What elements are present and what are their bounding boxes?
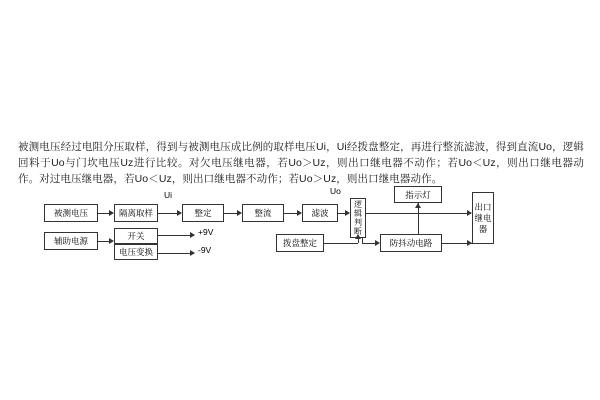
node-rectifier: 整流 bbox=[242, 204, 284, 222]
link-switch-to-plus9v bbox=[158, 235, 194, 236]
arrow-rectifier-to-filter bbox=[297, 210, 302, 216]
link-rectifier-to-filter bbox=[284, 213, 297, 214]
link-logic-to-output-relay bbox=[366, 213, 467, 214]
link-dial-to-logic-h bbox=[324, 243, 358, 244]
node-logic-judge bbox=[350, 198, 366, 238]
node-isolation-sampling: 隔离取样 bbox=[114, 204, 158, 222]
arrow-indicator-up bbox=[415, 203, 421, 208]
logic-judge-line2: 判断 bbox=[354, 218, 362, 236]
label-plus-9v: +9V bbox=[198, 227, 214, 237]
link-setting-to-rectifier bbox=[224, 213, 237, 214]
output-relay-line1: 出口 bbox=[474, 201, 492, 212]
arrow-aux-to-switch bbox=[109, 238, 114, 244]
arrow-antishake-to-relay bbox=[467, 240, 472, 246]
arrow-logic-to-antishake bbox=[375, 240, 380, 246]
link-aux-to-switch bbox=[98, 241, 109, 242]
arrow-isolation-to-setting bbox=[177, 210, 182, 216]
node-indicator-lamp: 指示灯 bbox=[394, 186, 442, 203]
node-dial-setting: 拨盘整定 bbox=[276, 234, 324, 252]
node-output-relay bbox=[472, 192, 494, 244]
link-filter-to-logic bbox=[338, 213, 345, 214]
link-isolation-to-setting bbox=[158, 213, 177, 214]
description-paragraph: 被测电压经过电阻分压取样，得到与被测电压成比例的取样电压Ui，Ui经拨盘整定，再进行整流滤波，得到直流Uo，逻辑回料于Uo与门坎电压Uz进行比较。对欠电压继电器，若Uo＞Uz，则出口继电器不动作；若Uo＜Uz，则出口继电器动作。对过电压继电器，若Uo＜Uz，则出口继电器不动作；若Uo＞Uz，则出口继电器动作。 bbox=[18, 140, 584, 185]
arrow-dial-to-logic bbox=[355, 234, 361, 239]
label-minus-9v: -9V bbox=[198, 245, 212, 255]
node-switch: 开关 bbox=[114, 228, 158, 244]
node-filter: 滤波 bbox=[302, 204, 338, 222]
node-measured-voltage: 被测电压 bbox=[44, 204, 98, 222]
node-voltage-convert: 电压变换 bbox=[114, 244, 158, 260]
link-convert-to-minus9v bbox=[158, 253, 194, 254]
link-antishake-stem bbox=[418, 213, 419, 234]
link-logic-to-antishake-h bbox=[362, 243, 375, 244]
label-uo: Uo bbox=[330, 186, 341, 196]
arrow-convert-to-minus9v bbox=[190, 250, 195, 256]
arrow-logic-to-output-relay bbox=[467, 210, 472, 216]
node-setting: 整定 bbox=[182, 204, 224, 222]
node-aux-power: 辅助电源 bbox=[44, 232, 98, 250]
arrow-setting-to-rectifier bbox=[237, 210, 242, 216]
arrow-measured-to-isolation bbox=[109, 210, 114, 216]
logic-judge-line1: 逻辑 bbox=[354, 200, 362, 218]
link-measured-to-isolation bbox=[98, 213, 109, 214]
node-anti-shake-circuit: 防抖动电路 bbox=[380, 234, 442, 252]
output-relay-line3: 器 bbox=[478, 223, 488, 234]
label-ui: Ui bbox=[164, 190, 173, 200]
arrow-switch-to-plus9v bbox=[190, 232, 195, 238]
block-diagram bbox=[18, 188, 584, 278]
output-relay-line2: 继电 bbox=[474, 212, 492, 223]
arrow-filter-to-logic bbox=[345, 210, 350, 216]
